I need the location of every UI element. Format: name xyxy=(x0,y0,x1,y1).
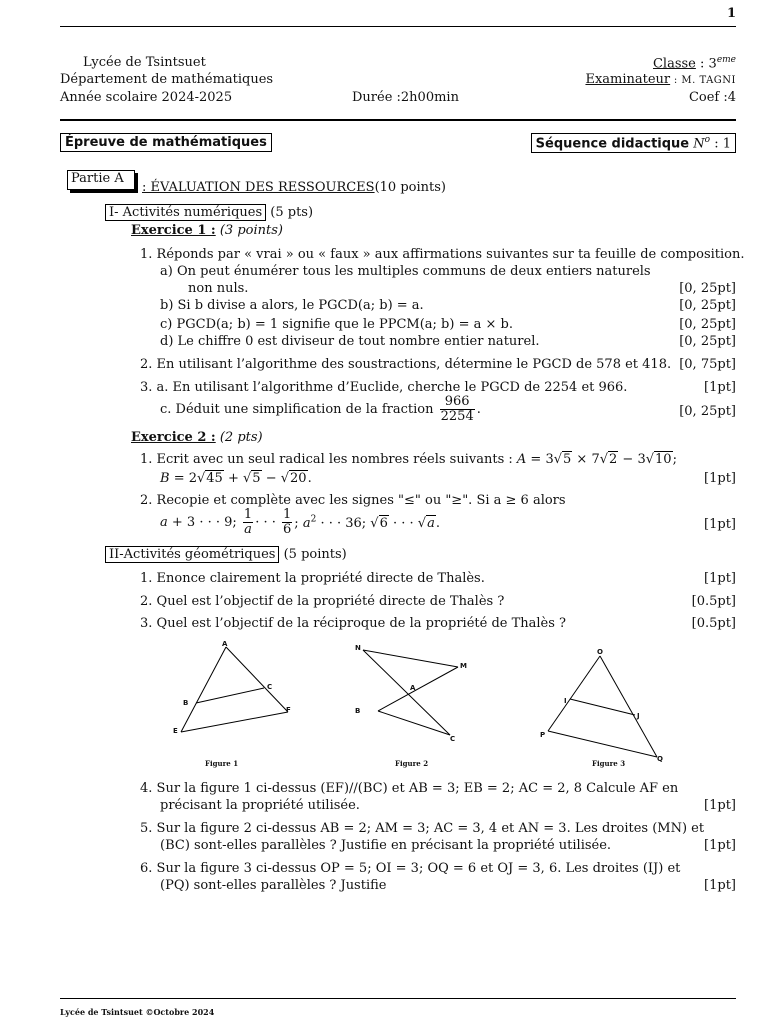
geo-q1-points: [1pt] xyxy=(704,571,736,586)
ex1-q1d: d) Le chiffre 0 est diviseur de tout nombre entier naturel. xyxy=(160,334,540,349)
geo-q6-line2: (PQ) sont-elles parallèles ? Justifie xyxy=(160,878,387,893)
figure-2 xyxy=(363,650,458,735)
ex2-q2-points: [1pt] xyxy=(704,517,736,532)
department: Département de mathématiques xyxy=(60,72,274,87)
geo-q6-line1: 6. Sur la figure 3 ci-dessus OP = 5; OI = 3; OQ = 6 et OJ = 3, 6. Les droites (IJ) et xyxy=(140,861,681,876)
section2-title: II-Activités géométriques xyxy=(105,546,279,563)
label-P3: P xyxy=(540,731,546,739)
geo-q5-line1: 5. Sur la figure 2 ci-dessus AB = 2; AM = 3; AC = 3, 4 et AN = 3. Les droites (MN) et xyxy=(140,821,705,836)
partie-points: (10 points) xyxy=(374,180,446,195)
class-sup: eme xyxy=(716,55,736,65)
school-name: Lycée de Tsintsuet xyxy=(83,55,206,70)
class-value: : 3 xyxy=(695,56,717,72)
sequence-no: N xyxy=(693,136,705,152)
label-M2: M xyxy=(460,662,467,670)
ex2-q1-b: B = 2√45 + √5 − √20. xyxy=(160,471,312,486)
ex1-q3c-points: [0, 25pt] xyxy=(679,404,736,419)
fraction-den: 2254 xyxy=(440,409,474,424)
ex1-q1c: c) PGCD(a; b) = 1 signifie que le PPCM(a; b) = a × b. xyxy=(160,317,513,332)
geo-q2-points: [0.5pt] xyxy=(691,594,736,609)
ex2-title: Exercice 2 : xyxy=(131,430,216,445)
sequence-val: : 1 xyxy=(710,136,731,152)
geo-q4-points: [1pt] xyxy=(704,798,736,813)
figure-3-caption: Figure 3 xyxy=(592,759,626,768)
geo-q4-line2: précisant la propriété utilisée. xyxy=(160,798,360,813)
ex2-q2-expr: a + 3 · · · 9; $\frac{1}{a}$ · · · $\frac{1}{6}$ ; $a^2$ · · · 36; √6 · · · √a. xyxy=(160,507,440,537)
ex1-points: (3 points) xyxy=(219,223,283,238)
geo-q3-points: [0.5pt] xyxy=(691,616,736,631)
ex2-q1-points: [1pt] xyxy=(704,471,736,486)
ex1-q3a: 3. a. En utilisant l’algorithme d’Euclide, cherche le PGCD de 2254 et 966. xyxy=(140,380,628,395)
ex1-q3c-text: c. Déduit une simplification de la fraction xyxy=(160,402,434,417)
geo-q5-points: [1pt] xyxy=(704,838,736,853)
page-number: 1 xyxy=(726,6,736,21)
geo-q3: 3. Quel est l’objectif de la réciproque de la propriété de Thalès ? xyxy=(140,616,567,631)
ex1-q1d-points: [0, 25pt] xyxy=(679,334,736,349)
label-B1: B xyxy=(183,699,189,707)
label-I3: I xyxy=(564,697,567,705)
class-label: Classe xyxy=(652,56,696,72)
ex1-q3a-points: [1pt] xyxy=(704,380,736,395)
ex1-q3c: c. Déduit une simplification de la fraction $\frac{966}{2254}$ . xyxy=(160,394,481,424)
ex2-q1: 1. Ecrit avec un seul radical les nombres réels suivants : A = 3√5 × 7√2 − 3√10; xyxy=(140,452,677,467)
label-E1: E xyxy=(173,727,178,735)
examiner-value: : M. TAGNI xyxy=(670,75,736,86)
sequence-label: Séquence didactique xyxy=(535,136,690,152)
geo-q4-line1: 4. Sur la figure 1 ci-dessus (EF)//(BC) et AB = 3; EB = 2; AC = 2, 8 Calcule AF en xyxy=(140,781,679,796)
ex2-q1-text: 1. Ecrit avec un seul radical les nombres réels suivants : xyxy=(140,452,513,467)
label-B2: B xyxy=(355,707,361,715)
fraction-num: 966 xyxy=(440,395,475,410)
ex1-title: Exercice 1 : xyxy=(131,223,216,238)
ex2-points: (2 pts) xyxy=(219,430,263,445)
section2-points: (5 points) xyxy=(283,547,347,562)
label-A1: A xyxy=(222,640,228,648)
section1-points: (5 pts) xyxy=(270,205,314,220)
label-O3: O xyxy=(597,648,603,656)
figure-3 xyxy=(548,656,657,757)
label-F1: F xyxy=(286,706,291,714)
label-C2: C xyxy=(450,735,456,743)
ex1-q1c-points: [0, 25pt] xyxy=(679,317,736,332)
label-C1: C xyxy=(267,683,273,691)
figure-1-caption: Figure 1 xyxy=(205,759,239,768)
geo-q1: 1. Enonce clairement la propriété directe de Thalès. xyxy=(140,571,485,586)
ex1-q2: 2. En utilisant l’algorithme des soustractions, détermine le PGCD de 578 et 418. xyxy=(140,357,672,372)
ex1-q1b: b) Si b divise a alors, le PGCD(a; b) = a. xyxy=(160,298,424,313)
ex2-q2: 2. Recopie et complète avec les signes "≤" ou "≥". Si a ≥ 6 alors xyxy=(140,493,566,508)
duration: Durée :2h00min xyxy=(352,90,459,105)
exam-title: Épreuve de mathématiques xyxy=(60,133,272,152)
ex1-q2-points: [0, 75pt] xyxy=(679,357,736,372)
ex1-q1a-points: [0, 25pt] xyxy=(679,281,736,296)
coef: Coef :4 xyxy=(688,90,736,105)
ex1-q1b-points: [0, 25pt] xyxy=(679,298,736,313)
label-A2: A xyxy=(410,684,416,692)
school-year: Année scolaire 2024-2025 xyxy=(60,90,233,105)
examiner-label: Examinateur xyxy=(585,72,671,87)
section1-title: I- Activités numériques xyxy=(105,204,266,221)
label-J3: J xyxy=(637,712,640,720)
geo-q2: 2. Quel est l’objectif de la propriété directe de Thalès ? xyxy=(140,594,505,609)
ex1-q1a-line1: a) On peut énumérer tous les multiples communs de deux entiers naturels xyxy=(160,264,651,279)
figure-2-caption: Figure 2 xyxy=(395,759,429,768)
ex1-q1a-line2: non nuls. xyxy=(188,281,249,296)
partie-title-text: : ÉVALUATION DES RESSOURCES xyxy=(142,180,375,195)
footer-text: Lycée de Tsintsuet ©Octobre 2024 xyxy=(60,1007,215,1017)
label-N2: N xyxy=(355,644,361,652)
geo-q6-points: [1pt] xyxy=(704,878,736,893)
sequence-sup: o xyxy=(704,135,711,145)
geo-q5-line2: (BC) sont-elles parallèles ? Justifie en précisant la propriété utilisée. xyxy=(160,838,612,853)
ex1-q1: 1. Réponds par « vrai » ou « faux » aux affirmations suivantes sur ta feuille de composition. xyxy=(140,247,745,262)
footer-rule xyxy=(60,998,736,999)
partie-label: Partie A xyxy=(71,171,124,186)
label-Q3: Q xyxy=(657,755,663,763)
